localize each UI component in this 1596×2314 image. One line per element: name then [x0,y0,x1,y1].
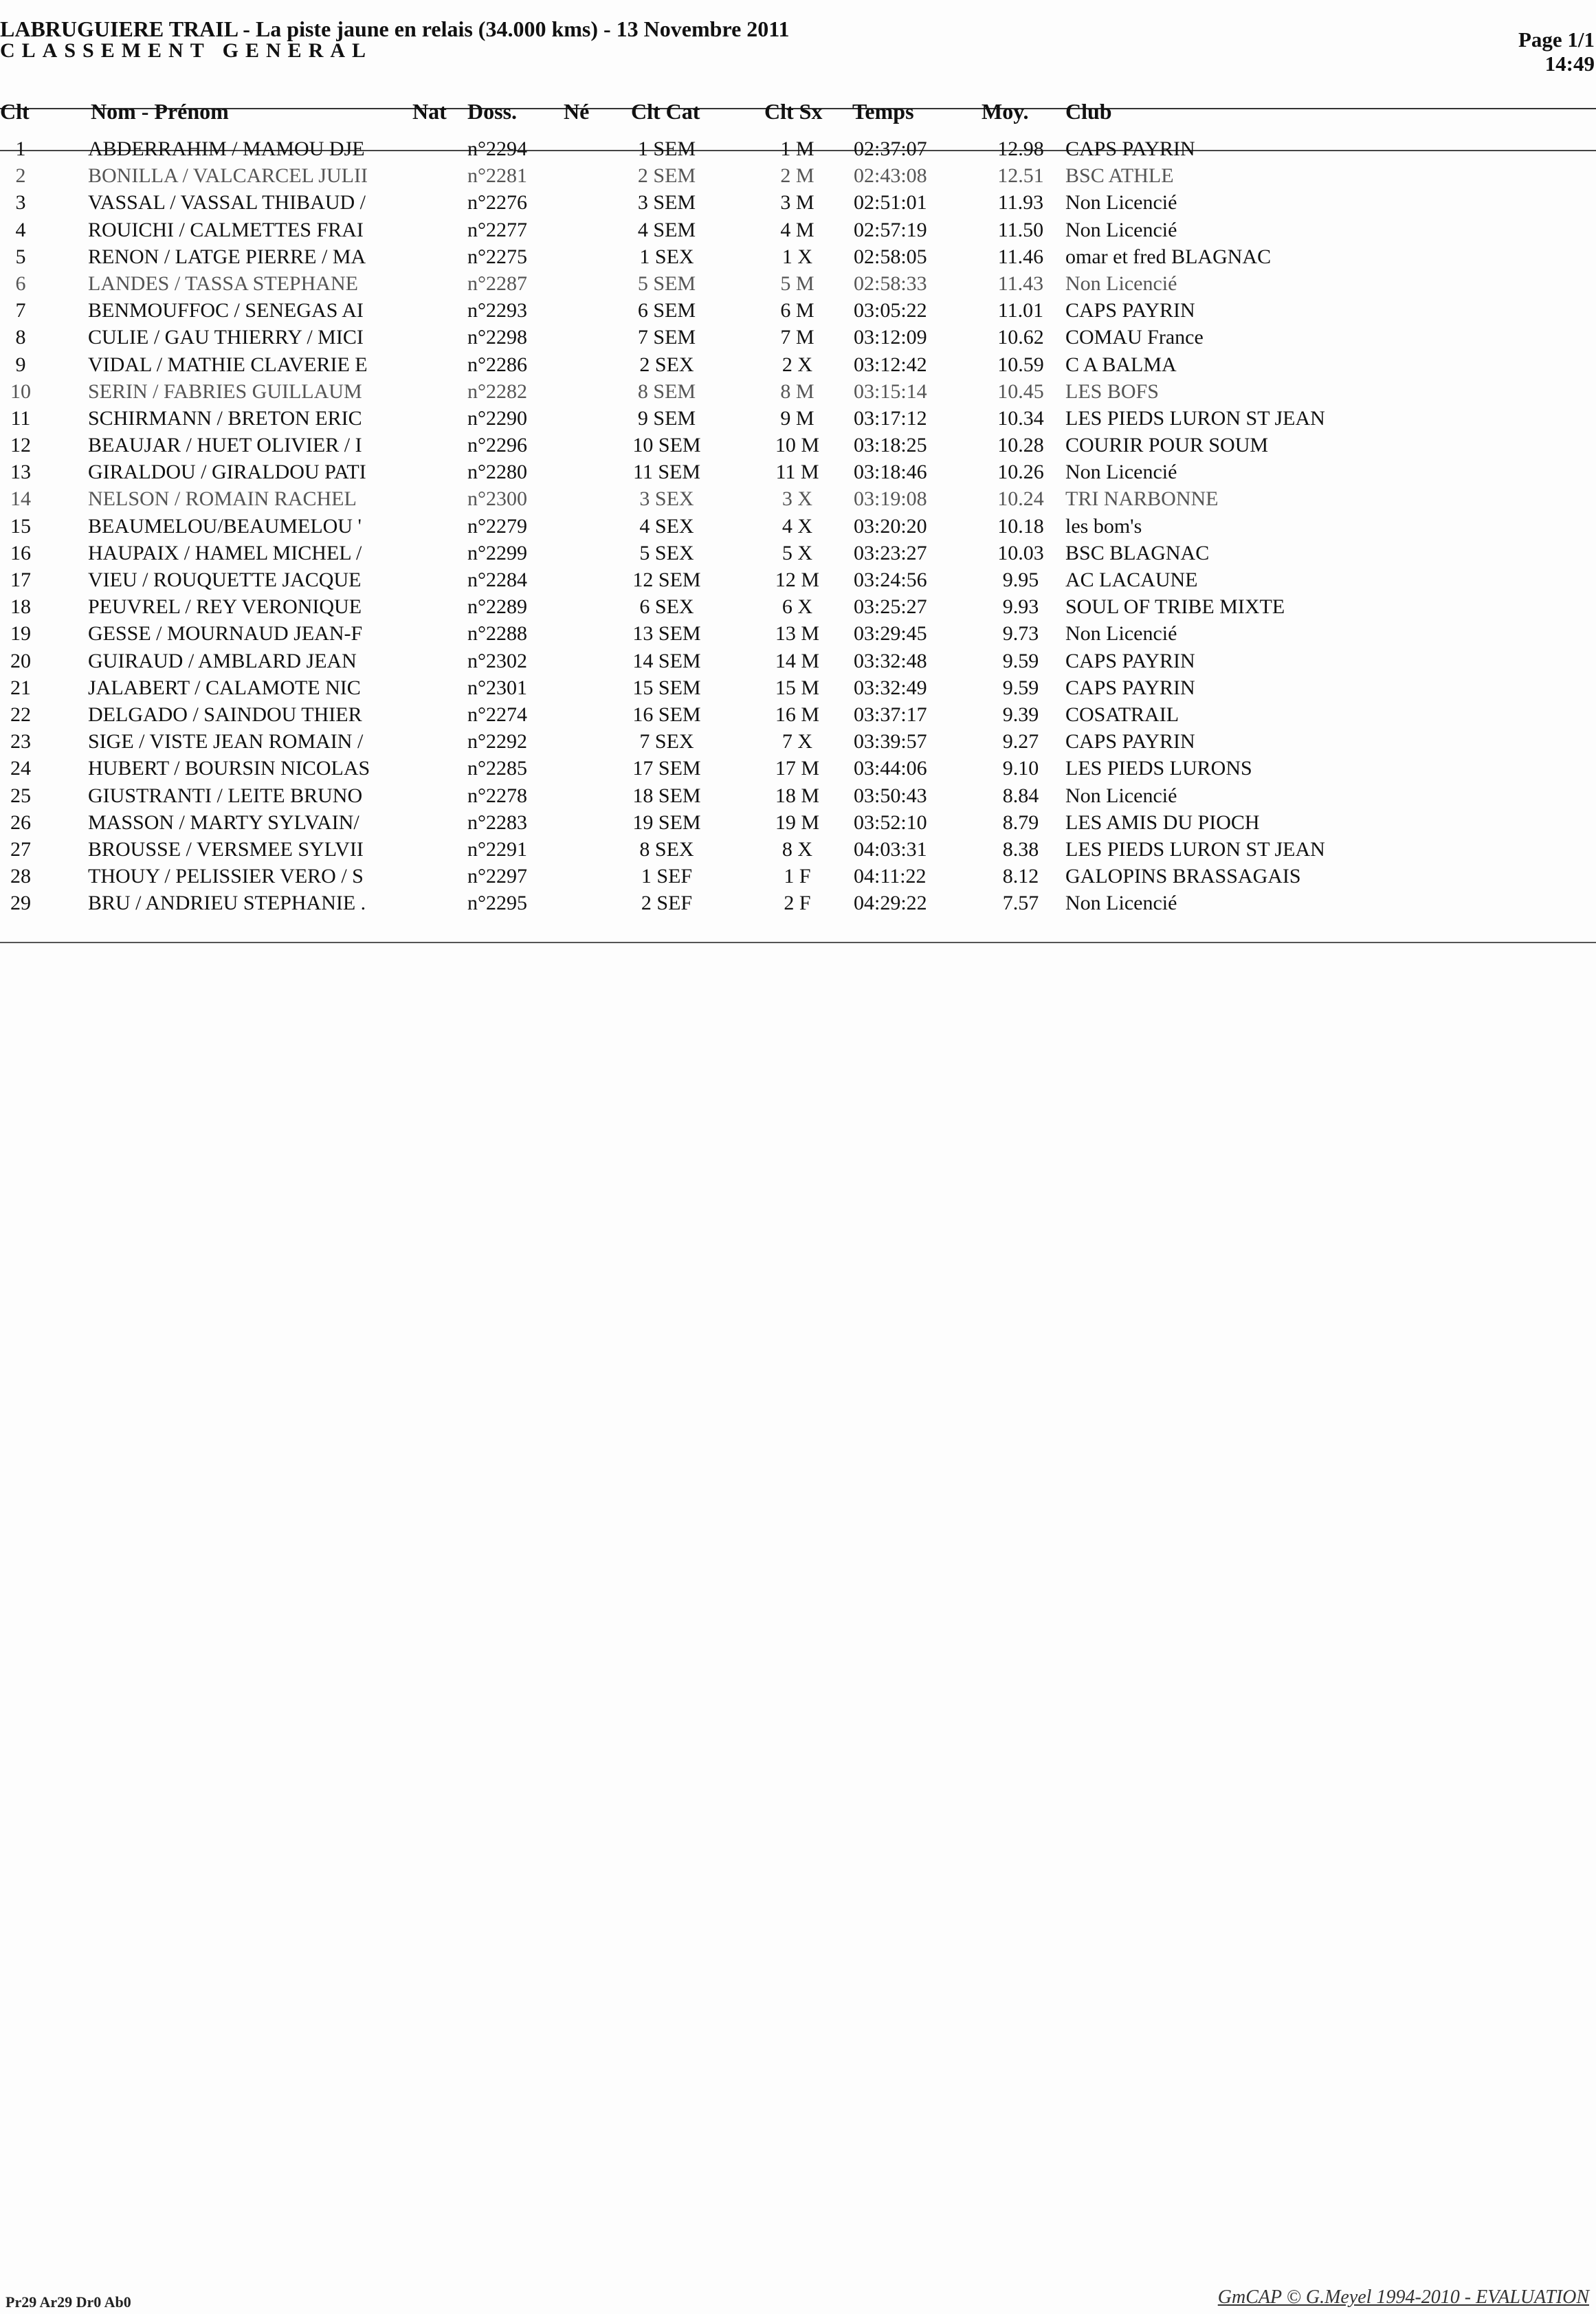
table-row [0,191,1596,218]
category-rank-cell: 3 SEM [637,191,696,214]
rank-cell: 25 [10,784,31,807]
rank-cell: 3 [15,191,26,214]
bib-cell: n°2300 [467,487,527,511]
rank-cell: 16 [10,541,31,564]
name-cell: SIGE / VISTE JEAN ROMAIN / [88,730,364,753]
category-rank-cell: 6 SEM [637,299,696,322]
time-cell: 03:25:27 [854,595,927,619]
club-cell: SOUL OF TRIBE MIXTE [1065,595,1285,619]
name-cell: SCHIRMANN / BRETON ERIC [88,406,362,430]
time-cell: 02:51:01 [854,191,927,214]
rank-cell: 4 [15,218,26,241]
time-cell: 03:12:09 [854,326,927,349]
print-time: 14:49 [1544,52,1595,76]
avg-speed-cell: 11.93 [997,191,1044,214]
sex-rank-cell: 5 X [782,541,813,564]
bib-cell: n°2290 [467,406,527,430]
sex-rank-cell: 2 M [780,164,814,188]
avg-speed-cell: 11.46 [997,245,1044,268]
table-row [0,569,1596,595]
club-cell: LES PIEDS LURON ST JEAN [1065,406,1325,430]
avg-speed-cell: 11.01 [997,299,1044,322]
avg-speed-cell: 9.27 [1002,730,1039,753]
col-header-cltcat: Clt Cat [631,99,700,124]
rank-cell: 28 [10,865,31,888]
time-cell: 03:24:56 [854,569,927,591]
category-rank-cell: 1 SEF [641,865,693,888]
rank-cell: 26 [10,811,31,834]
time-cell: 03:23:27 [854,541,927,564]
rank-cell: 5 [15,245,26,268]
name-cell: CULIE / GAU THIERRY / MICI [88,326,364,349]
bib-cell: n°2286 [467,353,527,376]
rank-cell: 27 [10,837,31,861]
time-cell: 03:37:17 [854,703,927,726]
rank-cell: 17 [10,569,31,591]
club-cell: BSC ATHLE [1065,164,1174,188]
name-cell: BEAUJAR / HUET OLIVIER / I [88,434,362,457]
club-cell: LES PIEDS LURONS [1065,757,1252,780]
sex-rank-cell: 7 M [780,326,814,349]
avg-speed-cell: 7.57 [1002,892,1039,915]
sex-rank-cell: 18 M [775,784,820,807]
bib-cell: n°2281 [467,164,527,188]
bib-cell: n°2280 [467,461,527,484]
table-row [0,892,1596,918]
table-row [0,650,1596,676]
race-title: LABRUGUIERE TRAIL - La piste jaune en relais (34.000 kms) - 13 Novembre 2011 [0,16,790,41]
category-rank-cell: 15 SEM [632,676,701,699]
name-cell: ROUICHI / CALMETTES FRAI [88,218,364,241]
time-cell: 03:12:42 [854,353,927,376]
name-cell: GESSE / MOURNAUD JEAN-F [88,622,363,646]
table-row [0,542,1596,569]
footer-stats: Pr29 Ar29 Dr0 Ab0 [5,2293,131,2311]
category-rank-cell: 5 SEX [639,541,694,564]
avg-speed-cell: 9.39 [1002,703,1039,726]
table-row [0,515,1596,542]
col-header-club: Club [1065,99,1112,124]
rank-cell: 7 [15,299,26,322]
sex-rank-cell: 5 M [780,272,814,295]
col-header-nat: Nat [412,99,447,124]
time-cell: 03:32:48 [854,649,927,672]
club-cell: COURIR POUR SOUM [1065,434,1269,457]
rank-cell: 20 [10,649,31,672]
table-row [0,461,1596,487]
table-row [0,326,1596,353]
page-info [1518,27,1595,76]
table-row [0,245,1596,272]
bib-cell: n°2289 [467,595,527,619]
sex-rank-cell: 15 M [775,676,820,699]
sex-rank-cell: 3 X [782,487,813,511]
name-cell: THOUY / PELISSIER VERO / S [88,865,364,888]
table-end-rule [0,942,1596,943]
sex-rank-cell: 4 M [780,218,814,241]
club-cell: BSC BLAGNAC [1065,541,1210,564]
rank-cell: 11 [10,406,31,430]
name-cell: GUIRAUD / AMBLARD JEAN [88,649,357,672]
category-rank-cell: 2 SEX [639,353,694,376]
category-rank-cell: 1 SEX [639,245,694,268]
bib-cell: n°2299 [467,541,527,564]
col-header-moy: Moy. [982,99,1029,124]
sex-rank-cell: 2 X [782,353,813,376]
category-rank-cell: 1 SEM [637,137,696,160]
name-cell: ABDERRAHIM / MAMOU DJE [88,137,365,160]
table-row [0,380,1596,407]
rank-cell: 15 [10,514,31,538]
name-cell: SERIN / FABRIES GUILLAUM [88,379,362,403]
col-header-cltsx: Clt Sx [764,99,823,124]
name-cell: BENMOUFFOC / SENEGAS AI [88,299,364,322]
club-cell: CAPS PAYRIN [1065,299,1195,322]
club-cell: COSATRAIL [1065,703,1179,726]
name-cell: VIDAL / MATHIE CLAVERIE E [88,353,368,376]
bib-cell: n°2283 [467,811,527,834]
bib-cell: n°2297 [467,865,527,888]
category-rank-cell: 19 SEM [632,811,701,834]
category-rank-cell: 5 SEM [637,272,696,295]
table-row [0,299,1596,326]
club-cell: Non Licencié [1065,784,1177,807]
category-rank-cell: 14 SEM [632,649,701,672]
club-cell: AC LACAUNE [1065,569,1198,591]
table-row [0,272,1596,299]
name-cell: VASSAL / VASSAL THIBAUD / [88,191,366,214]
name-cell: HUBERT / BOURSIN NICOLAS [88,757,370,780]
bib-cell: n°2295 [467,892,527,915]
rank-cell: 14 [10,487,31,511]
table-row [0,407,1596,434]
time-cell: 02:58:05 [854,245,927,268]
avg-speed-cell: 9.73 [1002,622,1039,646]
bib-cell: n°2301 [467,676,527,699]
time-cell: 03:52:10 [854,811,927,834]
name-cell: GIUSTRANTI / LEITE BRUNO [88,784,363,807]
sex-rank-cell: 12 M [775,569,820,591]
table-row [0,434,1596,461]
sex-rank-cell: 1 M [780,137,814,160]
col-header-clt: Clt [0,99,30,124]
avg-speed-cell: 9.59 [1002,676,1039,699]
name-cell: BONILLA / VALCARCEL JULII [88,164,368,188]
name-cell: GIRALDOU / GIRALDOU PATI [88,461,366,484]
table-row [0,164,1596,191]
col-header-temps: Temps [852,99,914,124]
time-cell: 03:44:06 [854,757,927,780]
category-rank-cell: 8 SEX [639,837,694,861]
club-cell: omar et fred BLAGNAC [1065,245,1272,268]
sex-rank-cell: 11 M [775,461,819,484]
bib-cell: n°2276 [467,191,527,214]
club-cell: Non Licencié [1065,191,1177,214]
time-cell: 03:18:25 [854,434,927,457]
club-cell: C A BALMA [1065,353,1177,376]
avg-speed-cell: 9.59 [1002,649,1039,672]
club-cell: CAPS PAYRIN [1065,730,1195,753]
avg-speed-cell: 11.50 [997,218,1044,241]
club-cell: LES BOFS [1065,379,1159,403]
club-cell: Non Licencié [1065,218,1177,241]
time-cell: 03:39:57 [854,730,927,753]
avg-speed-cell: 10.18 [997,514,1044,538]
name-cell: VIEU / ROUQUETTE JACQUE [88,569,362,591]
avg-speed-cell: 10.26 [997,461,1044,484]
rank-cell: 22 [10,703,31,726]
time-cell: 02:57:19 [854,218,927,241]
sex-rank-cell: 8 X [782,837,813,861]
bib-cell: n°2274 [467,703,527,726]
category-rank-cell: 8 SEM [637,379,696,403]
sex-rank-cell: 17 M [775,757,820,780]
bib-cell: n°2296 [467,434,527,457]
name-cell: RENON / LATGE PIERRE / MA [88,245,366,268]
rank-cell: 24 [10,757,31,780]
time-cell: 02:58:33 [854,272,927,295]
club-cell: CAPS PAYRIN [1065,137,1195,160]
category-rank-cell: 10 SEM [632,434,701,457]
category-rank-cell: 11 SEM [632,461,701,484]
name-cell: DELGADO / SAINDOU THIER [88,703,362,726]
time-cell: 04:11:22 [854,865,927,888]
category-rank-cell: 2 SEM [637,164,696,188]
table-row [0,676,1596,703]
avg-speed-cell: 9.95 [1002,569,1039,591]
sex-rank-cell: 6 M [780,299,814,322]
club-cell: LES PIEDS LURON ST JEAN [1065,837,1325,861]
club-cell: CAPS PAYRIN [1065,649,1195,672]
table-row [0,838,1596,865]
bib-cell: n°2298 [467,326,527,349]
rank-cell: 8 [15,326,26,349]
time-cell: 03:17:12 [854,406,927,430]
name-cell: MASSON / MARTY SYLVAIN/ [88,811,359,834]
time-cell: 03:15:14 [854,379,927,403]
rank-cell: 19 [10,622,31,646]
bib-cell: n°2275 [467,245,527,268]
name-cell: JALABERT / CALAMOTE NIC [88,676,361,699]
bib-cell: n°2302 [467,649,527,672]
category-rank-cell: 16 SEM [632,703,701,726]
time-cell: 03:19:08 [854,487,927,511]
bib-cell: n°2278 [467,784,527,807]
avg-speed-cell: 10.59 [997,353,1044,376]
sex-rank-cell: 7 X [782,730,813,753]
table-row [0,865,1596,892]
club-cell: Non Licencié [1065,892,1177,915]
rank-cell: 21 [10,676,31,699]
rank-cell: 1 [15,137,26,160]
bib-cell: n°2288 [467,622,527,646]
category-rank-cell: 7 SEM [637,326,696,349]
sex-rank-cell: 16 M [775,703,820,726]
category-rank-cell: 4 SEX [639,514,694,538]
bib-cell: n°2287 [467,272,527,295]
name-cell: PEUVREL / REY VERONIQUE [88,595,362,619]
category-rank-cell: 6 SEX [639,595,694,619]
table-row [0,703,1596,730]
name-cell: BRU / ANDRIEU STEPHANIE . [88,892,366,915]
time-cell: 03:18:46 [854,461,927,484]
table-row [0,353,1596,380]
sex-rank-cell: 14 M [775,649,820,672]
bib-cell: n°2279 [467,514,527,538]
table-row [0,219,1596,245]
club-cell: Non Licencié [1065,622,1177,646]
table-row [0,622,1596,649]
avg-speed-cell: 8.38 [1002,837,1039,861]
avg-speed-cell: 11.43 [997,272,1044,295]
table-row [0,595,1596,622]
name-cell: HAUPAIX / HAMEL MICHEL / [88,541,362,564]
time-cell: 03:32:49 [854,676,927,699]
table-row [0,811,1596,838]
time-cell: 03:29:45 [854,622,927,646]
col-header-name: Nom - Prénom [91,99,229,124]
category-rank-cell: 17 SEM [632,757,701,780]
bib-cell: n°2285 [467,757,527,780]
time-cell: 04:29:22 [854,892,927,915]
club-cell: LES AMIS DU PIOCH [1065,811,1260,834]
time-cell: 02:43:08 [854,164,927,188]
rank-cell: 6 [15,272,26,295]
sex-rank-cell: 1 X [782,245,813,268]
avg-speed-cell: 10.28 [997,434,1044,457]
category-rank-cell: 7 SEX [639,730,694,753]
table-row [0,757,1596,784]
rank-cell: 10 [10,379,31,403]
avg-speed-cell: 12.51 [997,164,1044,188]
time-cell: 03:20:20 [854,514,927,538]
time-cell: 03:50:43 [854,784,927,807]
name-cell: NELSON / ROMAIN RACHEL [88,487,357,511]
club-cell: TRI NARBONNE [1065,487,1219,511]
avg-speed-cell: 10.34 [997,406,1044,430]
avg-speed-cell: 9.93 [1002,595,1039,619]
time-cell: 04:03:31 [854,837,927,861]
rank-cell: 13 [10,461,31,484]
results-table [0,137,1596,918]
avg-speed-cell: 10.03 [997,541,1044,564]
club-cell: GALOPINS BRASSAGAIS [1065,865,1301,888]
bib-cell: n°2292 [467,730,527,753]
category-rank-cell: 4 SEM [637,218,696,241]
software-watermark: GmCAP © G.Meyel 1994-2010 - EVALUATION [1217,2287,1589,2308]
rank-cell: 18 [10,595,31,619]
report-subtitle: CLASSEMENT GENERAL [0,39,373,62]
table-row [0,730,1596,757]
sex-rank-cell: 4 X [782,514,813,538]
avg-speed-cell: 10.24 [997,487,1044,511]
sex-rank-cell: 13 M [775,622,820,646]
avg-speed-cell: 8.84 [1002,784,1039,807]
club-cell: COMAU France [1065,326,1204,349]
category-rank-cell: 13 SEM [632,622,701,646]
avg-speed-cell: 10.45 [997,379,1044,403]
club-cell: CAPS PAYRIN [1065,676,1195,699]
page-number: Page 1/1 [1518,27,1595,52]
sex-rank-cell: 6 X [782,595,813,619]
table-row [0,784,1596,811]
col-header-ne: Né [564,99,590,124]
name-cell: BEAUMELOU/BEAUMELOU ' [88,514,362,538]
club-cell: les bom's [1065,514,1142,538]
bib-cell: n°2293 [467,299,527,322]
rank-cell: 2 [15,164,26,188]
sex-rank-cell: 1 F [784,865,811,888]
sex-rank-cell: 10 M [775,434,820,457]
name-cell: BROUSSE / VERSMEE SYLVII [88,837,364,861]
category-rank-cell: 3 SEX [639,487,694,511]
time-cell: 03:05:22 [854,299,927,322]
bib-cell: n°2282 [467,379,527,403]
rank-cell: 9 [15,353,26,376]
bib-cell: n°2291 [467,837,527,861]
category-rank-cell: 12 SEM [632,569,701,591]
category-rank-cell: 2 SEF [641,892,693,915]
sex-rank-cell: 8 M [780,379,814,403]
sex-rank-cell: 3 M [780,191,814,214]
rank-cell: 23 [10,730,31,753]
category-rank-cell: 18 SEM [632,784,701,807]
sex-rank-cell: 9 M [780,406,814,430]
club-cell: Non Licencié [1065,461,1177,484]
time-cell: 02:37:07 [854,137,927,160]
avg-speed-cell: 9.10 [1002,757,1039,780]
avg-speed-cell: 8.12 [1002,865,1039,888]
col-header-doss: Doss. [467,99,518,124]
bib-cell: n°2277 [467,218,527,241]
table-row [0,487,1596,514]
avg-speed-cell: 8.79 [1002,811,1039,834]
category-rank-cell: 9 SEM [637,406,696,430]
bib-cell: n°2294 [467,137,527,160]
bib-cell: n°2284 [467,569,527,591]
sex-rank-cell: 19 M [775,811,820,834]
table-row [0,137,1596,164]
rank-cell: 12 [10,434,31,457]
club-cell: Non Licencié [1065,272,1177,295]
name-cell: LANDES / TASSA STEPHANE [88,272,358,295]
rank-cell: 29 [10,892,31,915]
sex-rank-cell: 2 F [784,892,811,915]
avg-speed-cell: 12.98 [997,137,1044,160]
avg-speed-cell: 10.62 [997,326,1044,349]
